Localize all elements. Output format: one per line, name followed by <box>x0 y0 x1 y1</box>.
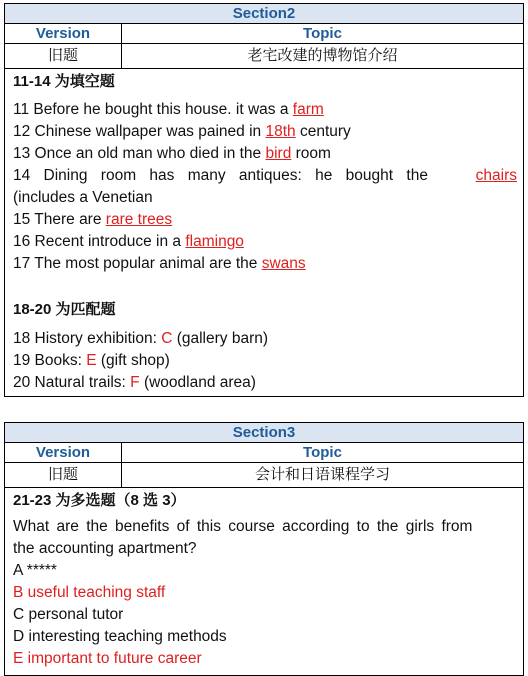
answer-text: farm <box>292 101 324 118</box>
question-text: 12 Chinese wallpaper was pained in <box>13 123 266 140</box>
answer-text: swans <box>261 255 306 272</box>
answer-text: flamingo <box>185 233 244 250</box>
question-item <box>13 209 517 231</box>
section2-table <box>4 3 524 397</box>
section3-header: Section3 <box>5 423 523 443</box>
option-c: C personal tutor <box>13 606 124 623</box>
question-item <box>13 121 517 143</box>
question-item-continuation <box>13 187 517 209</box>
question-text: 17 The most popular animal are the <box>13 255 262 272</box>
match-text: 20 Natural trails: <box>13 374 131 391</box>
match-text: 18 History exhibition: <box>13 330 162 347</box>
option-d: D interesting teaching methods <box>13 628 227 645</box>
question-text: 11 Before he bought this house. it was a <box>13 101 293 118</box>
question-text: 16 Recent introduce in a <box>13 233 186 250</box>
match-location: (woodland area) <box>139 374 256 391</box>
version-column-header: Version <box>5 24 122 43</box>
question-text: 15 There are <box>13 211 106 228</box>
match-letter: C <box>161 330 173 347</box>
version-value: 旧题 <box>5 44 122 68</box>
version-value: 旧题 <box>5 463 122 487</box>
question-text: (includes a Venetian <box>13 189 153 206</box>
part-title-multiple-choice: 21-23 为多选题（8 选 3） <box>13 492 186 509</box>
answer-text: bird <box>265 145 292 162</box>
option-e: E important to future career <box>13 650 202 667</box>
answer-text: 18th <box>265 123 296 140</box>
answer-text: rare trees <box>105 211 173 228</box>
match-letter: E <box>86 352 97 369</box>
question-text-suffix: century <box>295 123 351 140</box>
section3-table <box>4 422 524 676</box>
option-a: A ***** <box>13 562 57 579</box>
match-location: (gallery barn) <box>172 330 269 347</box>
section2-header: Section2 <box>5 4 523 24</box>
match-text: 19 Books: <box>13 352 87 369</box>
topic-column-header: Topic <box>303 25 342 42</box>
topic-column-header: Topic <box>303 444 342 461</box>
question-text-suffix: room <box>291 145 331 162</box>
question-item <box>13 165 517 187</box>
version-column-header: Version <box>5 443 122 462</box>
section2-column-header-row <box>5 24 523 44</box>
option-b: B useful teaching staff <box>13 584 166 601</box>
match-location: (gift shop) <box>96 352 170 369</box>
match-item <box>13 372 517 394</box>
match-item <box>13 328 517 350</box>
section2-body <box>5 71 523 394</box>
section3-body <box>5 490 523 670</box>
question-line-1 <box>13 516 517 538</box>
topic-value: 会计和日语课程学习 <box>254 466 390 483</box>
part-title-fill-blank: 11-14 为填空题 <box>13 73 115 90</box>
section3-column-header-row <box>5 443 523 463</box>
part-title-matching: 18-20 为匹配题 <box>13 301 116 318</box>
match-item <box>13 350 517 372</box>
answer-text: chairs <box>475 167 517 184</box>
section3-info-row <box>5 463 523 488</box>
match-letter: F <box>130 374 140 391</box>
question-text: 14 Dining room has many antiques: he bought the <box>13 167 428 184</box>
question-item <box>13 253 517 275</box>
question-text: What are the benefits of this course according to the girls from <box>13 518 473 535</box>
question-item <box>13 143 517 165</box>
question-line-2: the accounting apartment? <box>13 540 197 557</box>
topic-value: 老宅改建的博物馆介绍 <box>247 47 398 64</box>
question-text: 13 Once an old man who died in the <box>13 145 266 162</box>
question-item <box>13 99 517 121</box>
section2-info-row <box>5 44 523 69</box>
question-item <box>13 231 517 253</box>
